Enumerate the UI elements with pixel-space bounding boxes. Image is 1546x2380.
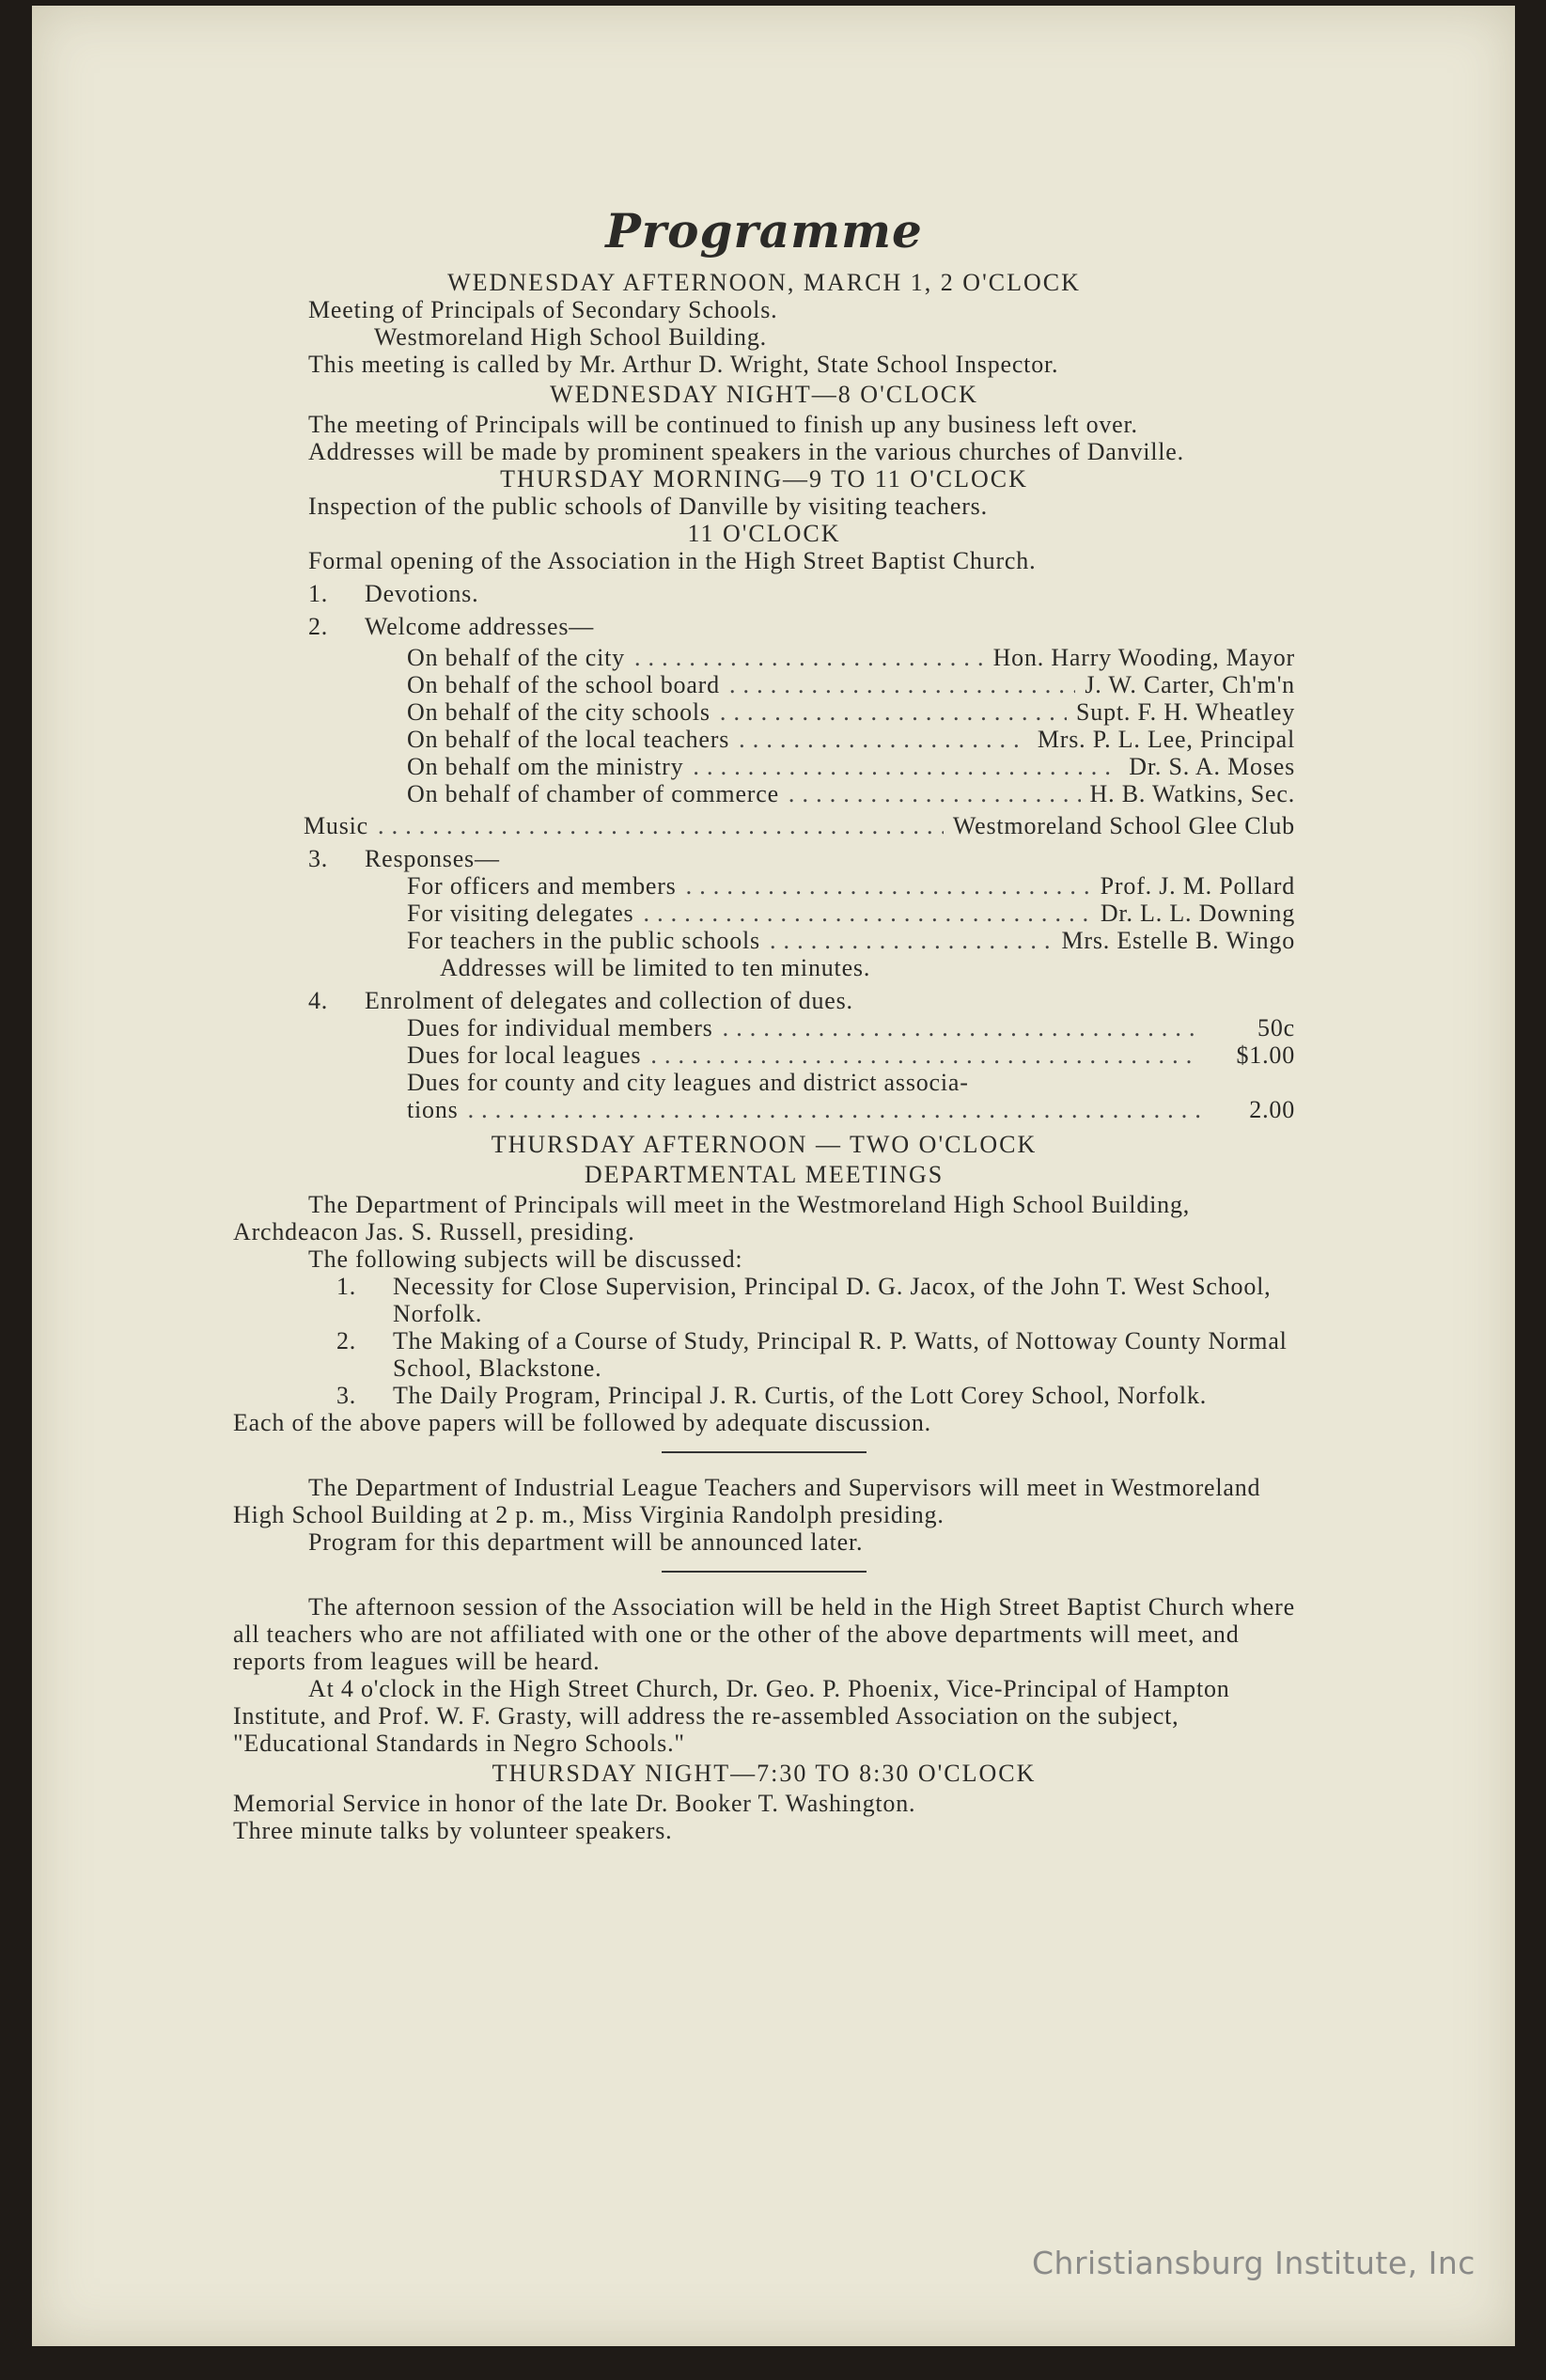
list-item — [308, 580, 1295, 607]
music-row: Music . . . Westmoreland School Glee Club — [304, 812, 1295, 839]
programme-page — [233, 184, 1295, 1844]
leader-row: Dues for individual members . . . 50c — [407, 1014, 1295, 1041]
leader-row: On behalf of the school board . . . J. W. Carter, Ch'm'n — [407, 671, 1295, 698]
item-number: 4. — [308, 987, 329, 1014]
welcome-list — [233, 644, 1295, 807]
paragraph: The afternoon session of the Association will be held in the High Street Baptist Church where all teachers who are not affiliated with one or the other of the above departments will meet, and reports from leagues will be heard. — [233, 1593, 1295, 1675]
dues-list — [233, 1014, 1295, 1123]
divider-rule — [662, 1451, 867, 1453]
paragraph: The meeting of Principals will be continued to finish up any business left over. — [308, 411, 1138, 438]
leader-row: On behalf of the city schools . . . Supt. F. H. Wheatley — [407, 698, 1295, 726]
leader-row: On behalf of chamber of commerce . . . H. B. Watkins, Sec. — [407, 780, 1295, 807]
paragraph: Program for this department will be announced later. — [308, 1528, 864, 1556]
leader-row: tions . . . 2.00 — [407, 1096, 1295, 1123]
list-item: 2. The Making of a Course of Study, Principal R. P. Watts, of Nottoway County Normal School, Blackstone. — [336, 1327, 1288, 1382]
leader-row: For visiting delegates . . . Dr. L. L. Downing — [407, 900, 1295, 927]
list-item: 3. The Daily Program, Principal J. R. Curtis, of the Lott Corey School, Norfolk. — [336, 1382, 1208, 1409]
paragraph: The following subjects will be discussed: — [308, 1245, 743, 1273]
item-text: Devotions. — [365, 580, 479, 607]
section-subheading-departmental: DEPARTMENTAL MEETINGS — [584, 1161, 945, 1188]
section-heading-11-oclock: 11 O'CLOCK — [687, 520, 841, 547]
paragraph: Each of the above papers will be followed by adequate discussion. — [233, 1409, 931, 1436]
section-heading-thursday-afternoon: THURSDAY AFTERNOON — TWO O'CLOCK — [491, 1131, 1038, 1158]
paragraph: Formal opening of the Association in the High Street Baptist Church. — [308, 547, 1037, 574]
section-heading-thursday-night: THURSDAY NIGHT—7:30 TO 8:30 O'CLOCK — [492, 1760, 1037, 1787]
leader-row: On behalf of the city . . . Hon. Harry Wooding, Mayor — [407, 644, 1295, 671]
list-item — [308, 613, 1295, 640]
paragraph: At 4 o'clock in the High Street Church, Dr. Geo. P. Phoenix, Vice-Principal of Hampton Institute, and Prof. W. F. Grasty, will address the re-assembled Association on the subject, "Educational Standards in Negro Schools." — [233, 1675, 1230, 1757]
paragraph: Inspection of the public schools of Danville by visiting teachers. — [308, 493, 988, 520]
text-line: Addresses will be limited to ten minutes. — [440, 954, 871, 981]
leader-row: For teachers in the public schools . . . Mrs. Estelle B. Wingo — [407, 927, 1295, 954]
leader-row: Dues for local leagues . . . $1.00 — [407, 1041, 1295, 1069]
text-line: Meeting of Principals of Secondary Schools. — [308, 296, 778, 323]
paragraph: The Department of Industrial League Teachers and Supervisors will meet in Westmoreland High School Building at 2 p. m., Miss Virginia Randolph presiding. — [233, 1474, 1261, 1528]
leader-row: On behalf of the local teachers . . . Mrs. P. L. Lee, Principal — [407, 726, 1295, 753]
item-number: 1. — [308, 580, 329, 607]
divider-rule — [662, 1571, 867, 1573]
text-line: Dues for county and city leagues and district associa- — [407, 1069, 969, 1096]
paragraph: Three minute talks by volunteer speakers. — [233, 1817, 673, 1844]
subjects-list — [233, 1273, 1295, 1409]
leader-row: For officers and members . . . Prof. J. M. Pollard — [407, 872, 1295, 900]
list-item — [308, 987, 1295, 1014]
list-item: 1. Necessity for Close Supervision, Principal D. G. Jacox, of the John T. West School, Norfolk. — [336, 1273, 1272, 1327]
paragraph: Memorial Service in honor of the late Dr. Booker T. Washington. — [233, 1790, 916, 1817]
watermark-text: Christiansburg Institute, Inc — [1032, 2245, 1476, 2281]
item-number: 3. — [308, 845, 329, 872]
text-line: Westmoreland High School Building. — [374, 323, 767, 351]
responses-list — [233, 872, 1295, 954]
item-text: Responses— — [365, 845, 500, 872]
leader-row: On behalf om the ministry . . . Dr. S. A. Moses — [407, 753, 1295, 780]
item-number: 2. — [308, 613, 329, 640]
section-heading-wednesday-night: WEDNESDAY NIGHT—8 O'CLOCK — [550, 381, 978, 408]
item-text: Enrolment of delegates and collection of dues. — [365, 987, 853, 1014]
item-text: Welcome addresses— — [365, 613, 595, 640]
paragraph: The Department of Principals will meet in the Westmoreland High School Building, Archdeacon Jas. S. Russell, presiding. — [233, 1191, 1191, 1245]
page-title: Programme — [605, 203, 923, 258]
paragraph: This meeting is called by Mr. Arthur D. Wright, State School Inspector. — [308, 351, 1059, 378]
section-heading-thursday-morning: THURSDAY MORNING—9 TO 11 O'CLOCK — [500, 465, 1028, 493]
section-heading-wednesday-afternoon: WEDNESDAY AFTERNOON, MARCH 1, 2 O'CLOCK — [447, 269, 1081, 296]
paragraph: Addresses will be made by prominent speakers in the various churches of Danville. — [308, 438, 1184, 465]
list-item — [308, 845, 1295, 872]
